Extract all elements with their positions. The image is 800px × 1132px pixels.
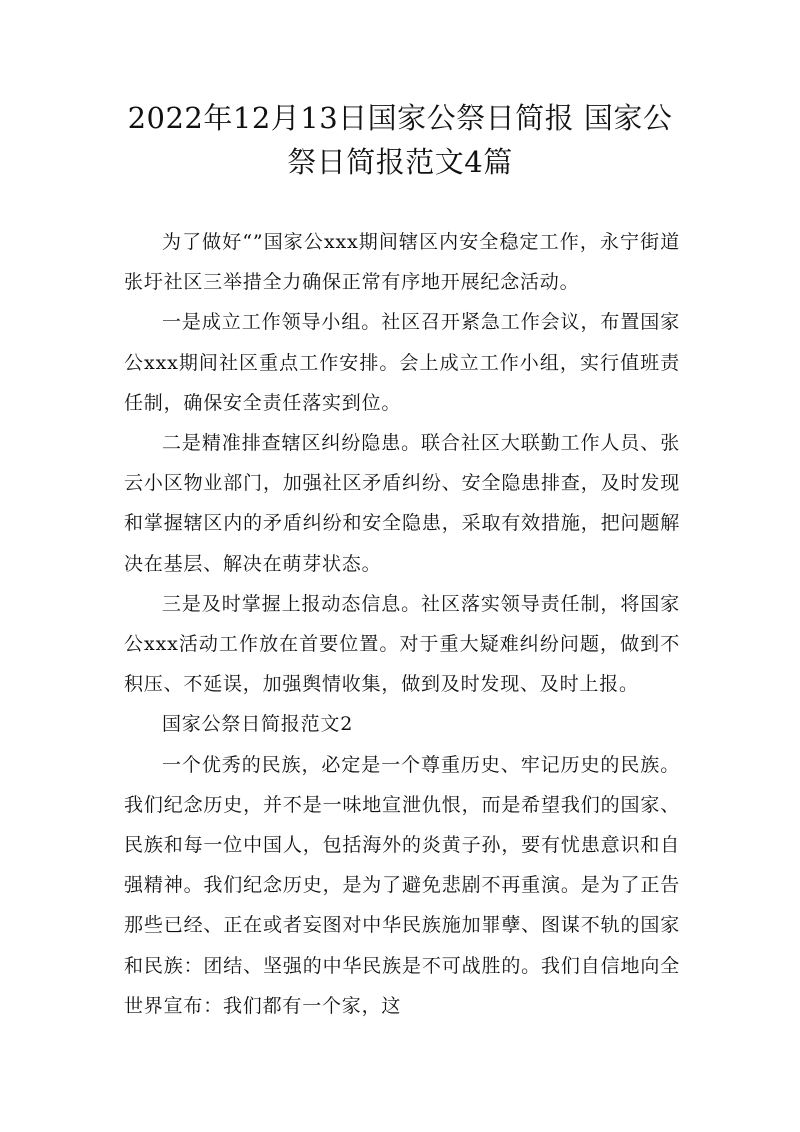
document-body <box>124 222 680 1026</box>
paragraph-measure-2: 二是精准排查辖区纠纷隐患。联合社区大联勤工作人员、张云小区物业部门，加强社区矛盾纠纷、安全隐患排查，及时发现和掌握辖区内的矛盾纠纷和安全隐患，采取有效措施，把问题解决在基层、解决在萌芽状态。 <box>124 432 680 575</box>
paragraph-intro: 为了做好“”国家公xxx期间辖区内安全稳定工作，永宁街道张圩社区三举措全力确保正常有序地开展纪念活动。 <box>124 231 680 294</box>
section-heading-2: 国家公祭日简报范文2 <box>162 713 354 736</box>
title-line-1: 2022年12月13日国家公祭日简报 国家公 <box>127 101 673 135</box>
paragraph-section-2: 一个优秀的民族，必定是一个尊重历史、牢记历史的民族。我们纪念历史，并不是一味地宣泄仇恨，而是希望我们的国家、民族和每一位中国人，包括海外的炎黄子孙，要有忧患意识和自强精神。我们纪念历史，是为了避免悲剧不再重演。是为了正告那些已经、正在或者妄图对中华民族施加罪孽、图谋不轨的国家和民族：团结、坚强的中华民族是不可战胜的。我们自信地向全世界宣布：我们都有一个家，这 <box>124 753 680 1017</box>
paragraph-measure-1: 一是成立工作领导小组。社区召开紧急工作会议，布置国家公xxx期间社区重点工作安排。会上成立工作小组，实行值班责任制，确保安全责任落实到位。 <box>124 311 680 414</box>
paragraph-measure-3: 三是及时掌握上报动态信息。社区落实领导责任制，将国家公xxx活动工作放在首要位置。对于重大疑难纠纷问题，做到不积压、不延误，加强舆情收集，做到及时发现、及时上报。 <box>124 592 680 696</box>
document-title <box>100 96 700 184</box>
title-line-2: 祭日简报范文4篇 <box>287 145 513 179</box>
